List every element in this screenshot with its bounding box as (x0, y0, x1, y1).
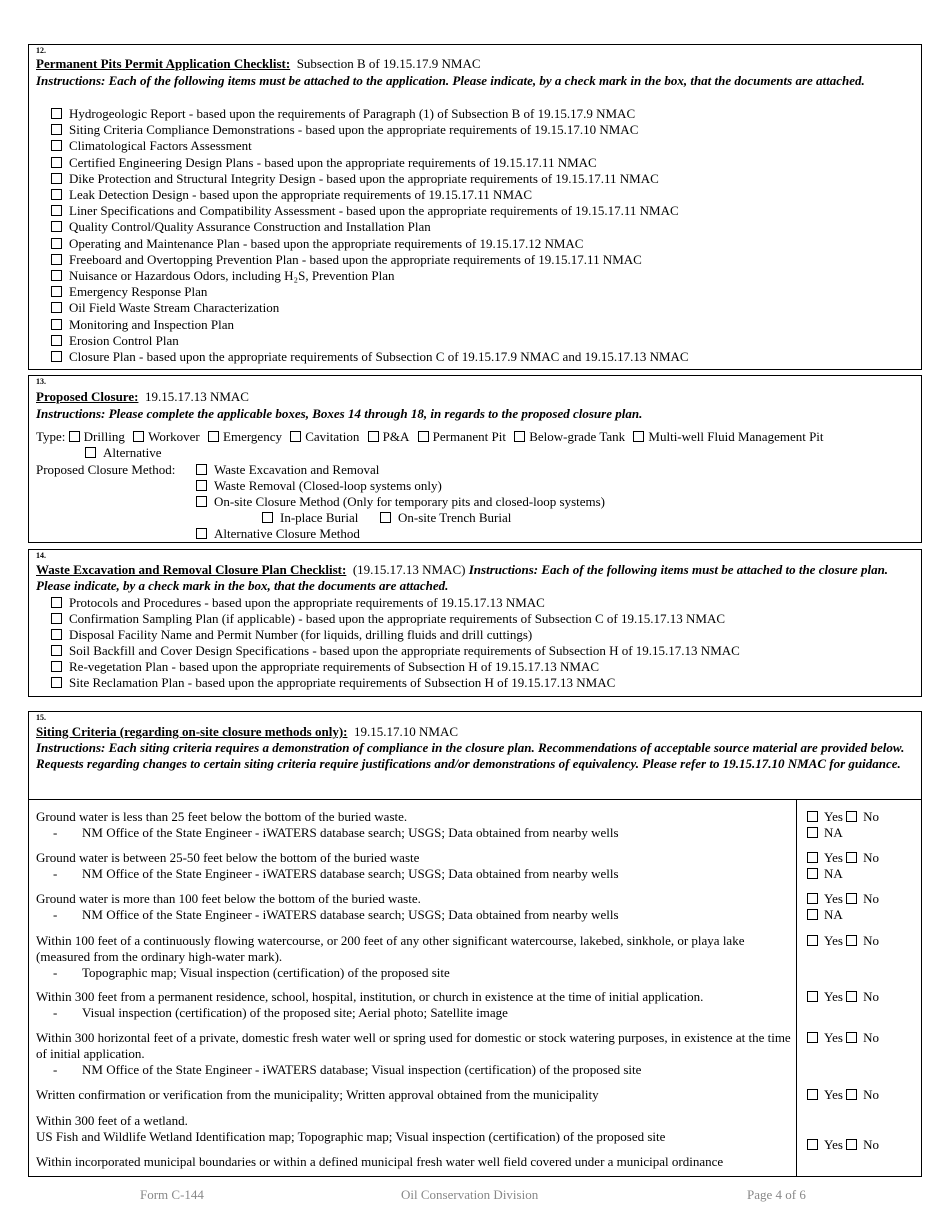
checklist-item[interactable] (51, 627, 532, 643)
checkbox[interactable] (633, 431, 644, 442)
checklist-item-label: Nuisance or Hazardous Odors, including H₂S, Prevention Plan (69, 268, 395, 283)
yes-label: Yes (824, 933, 843, 948)
checkbox[interactable] (133, 431, 144, 442)
criteria-source-text: NM Office of the State Engineer - iWATERS database search; USGS; Data obtained from nearby wells (82, 866, 619, 881)
checkbox[interactable] (51, 173, 62, 184)
checklist-item[interactable] (51, 236, 583, 252)
checklist-item[interactable] (51, 675, 615, 691)
checklist-item-label: Certified Engineering Design Plans - based upon the appropriate requirements of 19.15.17.11 NMAC (69, 154, 597, 170)
checklist-item[interactable] (51, 155, 597, 171)
checklist-item-label: Oil Field Waste Stream Characterization (69, 300, 280, 316)
checkbox[interactable] (51, 629, 62, 640)
type-option-label: Workover (148, 429, 200, 444)
checklist-item[interactable] (51, 138, 252, 154)
section-title: Proposed Closure: (36, 389, 139, 404)
method-option-alternative[interactable] (196, 526, 360, 542)
section-number: 12. (36, 46, 46, 55)
checklist-item-label: Liner Specifications and Compatibility Assessment - based upon the appropriate requirements of 19.15.17.11 NMAC (69, 203, 679, 219)
type-option-label: Drilling (83, 429, 125, 444)
yes-checkbox[interactable] (807, 935, 818, 946)
criteria-source (53, 1062, 641, 1078)
checkbox[interactable] (196, 496, 207, 507)
checklist-item[interactable] (51, 106, 635, 122)
criteria-text: Ground water is between 25-50 feet below the bottom of the buried waste (36, 850, 420, 865)
section-subtitle: 19.15.17.13 NMAC (144, 389, 249, 404)
checkbox[interactable] (85, 447, 96, 458)
no-checkbox[interactable] (846, 1032, 857, 1043)
method-option-label: Waste Excavation and Removal (214, 462, 380, 477)
checklist-item-label: Monitoring and Inspection Plan (69, 316, 235, 332)
checklist-item[interactable] (51, 122, 638, 138)
checklist-item-label: Emergency Response Plan (69, 284, 208, 300)
checklist-item[interactable] (51, 611, 725, 627)
checkbox[interactable] (51, 597, 62, 608)
checklist-item-label: Disposal Facility Name and Permit Number (for liquids, drilling fluids and drill cuttings) (69, 627, 533, 642)
no-checkbox[interactable] (846, 935, 857, 946)
section-header (36, 389, 915, 405)
checklist-item-label: Leak Detection Design - based upon the appropriate requirements of 19.15.17.11 NMAC (69, 187, 533, 202)
yes-no-group (807, 1137, 879, 1153)
dash: - (53, 825, 58, 840)
criteria-source-line: US Fish and Wildlife Wetland Identification map; Topographic map; Visual inspection (certification) of the proposed site (36, 1129, 666, 1144)
onsite-option-inplace-burial[interactable] (262, 510, 358, 526)
na-label: NA (824, 825, 843, 840)
checklist-item-label: Siting Criteria Compliance Demonstrations - based upon the appropriate requirements of 19.15.17.10 NMAC (69, 122, 639, 138)
criteria-text: Within 300 horizontal feet of a private, domestic fresh water well or spring used for domestic or stock watering purposes, in existence at the time of initial application. (36, 1030, 791, 1061)
section-subtitle: Subsection B of 19.15.17.9 NMAC (296, 56, 481, 71)
section-15 (28, 711, 922, 1177)
checklist-item[interactable] (51, 252, 642, 268)
yes-checkbox[interactable] (807, 1089, 818, 1100)
checkbox[interactable] (368, 431, 379, 442)
criteria-text: Within 300 feet from a permanent residence, school, hospital, institution, or church in existence at the time of initial application. (36, 989, 704, 1004)
checklist-item-label: Operating and Maintenance Plan - based upon the appropriate requirements of 19.15.17.12 NMAC (69, 235, 584, 251)
checkbox[interactable] (51, 140, 62, 151)
type-option-label: P&A (382, 429, 410, 444)
no-label: No (863, 1087, 880, 1102)
yes-no-group (807, 1087, 879, 1103)
checkbox[interactable] (51, 270, 62, 281)
footer-form: Form C-144 (140, 1187, 204, 1202)
checkbox[interactable] (51, 157, 62, 168)
criteria-source-text: Visual inspection (certification) of the proposed site; Aerial photo; Satellite image (82, 1005, 508, 1020)
criteria-text: Written confirmation or verification from the municipality; Written approval obtained from the municipality (36, 1087, 599, 1102)
checklist-item[interactable] (51, 317, 234, 333)
yes-label: Yes (824, 891, 843, 906)
checklist-item-label: Protocols and Procedures - based upon the appropriate requirements of 19.15.17.13 NMAC (69, 595, 545, 610)
yes-no-group (807, 989, 879, 1005)
checklist-item-label: Re-vegetation Plan - based upon the appropriate requirements of Subsection H of 19.15.17.13 NMAC (69, 659, 599, 674)
yes-label: Yes (824, 1137, 843, 1152)
type-option-label: Below-grade Tank (529, 429, 626, 444)
section-12 (28, 44, 922, 370)
checkbox[interactable] (51, 302, 62, 313)
checklist-item-label: Erosion Control Plan (69, 332, 179, 348)
checklist-item-label: Dike Protection and Structural Integrity Design - based upon the appropriate requirements of 19.15.17.11 NMAC (69, 170, 659, 186)
dash: - (53, 1005, 58, 1020)
type-option-label: Multi-well Fluid Management Pit (648, 429, 824, 444)
no-checkbox[interactable] (846, 811, 857, 822)
method-option-label: On-site Closure Method (Only for temporary pits and closed-loop systems) (214, 494, 606, 509)
checklist-item[interactable] (51, 300, 279, 316)
na-label: NA (824, 907, 843, 922)
yes-label: Yes (824, 850, 843, 865)
checkbox[interactable] (51, 286, 62, 297)
no-label: No (863, 933, 880, 948)
checkbox[interactable] (69, 431, 80, 442)
type-option[interactable] (630, 429, 823, 444)
checklist-item[interactable] (51, 595, 545, 611)
checklist-item-label: Site Reclamation Plan - based upon the appropriate requirements of Subsection H of 19.15.17.13 NMAC (69, 675, 616, 690)
checklist-item[interactable] (51, 643, 740, 659)
footer-division: Oil Conservation Division (401, 1187, 539, 1202)
checkbox[interactable] (290, 431, 301, 442)
checklist-item-label: Freeboard and Overtopping Prevention Plan - based upon the appropriate requirements of 19.15.17.11 NMAC (69, 251, 642, 267)
type-option-label: Permanent Pit (432, 429, 506, 444)
dash: - (53, 1062, 58, 1077)
checkbox[interactable] (514, 431, 525, 442)
checklist-item[interactable] (51, 171, 659, 187)
no-checkbox[interactable] (846, 1139, 857, 1150)
type-label: Type: (36, 429, 66, 444)
criteria-text: Within 100 feet of a continuously flowing watercourse, or 200 feet of any other significant watercourse, lakebed, sinkhole, or playa lake (measured from the ordinary high-water mark). (36, 933, 745, 964)
type-option[interactable] (130, 429, 200, 444)
type-option[interactable] (511, 429, 625, 444)
checkbox[interactable] (51, 124, 62, 135)
checklist-item-label: Hydrogeologic Report - based upon the requirements of Paragraph (1) of Subsection B of 19.15.17.9 NMAC (69, 106, 636, 121)
method-label: Proposed Closure Method: (36, 462, 176, 477)
yes-checkbox[interactable] (807, 1032, 818, 1043)
type-option-label: Emergency (223, 429, 282, 444)
type-option[interactable] (205, 429, 282, 444)
checkbox[interactable] (51, 108, 62, 119)
method-option-label: Waste Removal (Closed-loop systems only) (214, 478, 442, 493)
divider (29, 799, 921, 800)
section-subtitle: (19.15.17.13 NMAC) (352, 562, 466, 577)
no-label: No (863, 1030, 880, 1045)
no-label: No (863, 989, 880, 1004)
type-option-label: Alternative (103, 445, 162, 460)
criteria-text: Within 300 feet of a wetland. (36, 1113, 188, 1128)
checkbox[interactable] (51, 335, 62, 346)
section-header (36, 562, 915, 594)
onsite-option-label: On-site Trench Burial (398, 510, 512, 525)
section-instructions: Instructions: Each siting criteria requires a demonstration of compliance in the closure plan. Recommendations of acceptable source material are provided below. Requests regarding changes to certain siting criteria require justifications and/or demonstrations of equivalency. Please refer to 19.15.17.10 NMAC for guidance. (36, 740, 905, 771)
checklist-item-label: Soil Backfill and Cover Design Specifications - based upon the appropriate requirements of Subsection H of 19.15.17.13 NMAC (69, 643, 740, 658)
na-checkbox[interactable] (807, 868, 818, 879)
criteria-source (53, 965, 450, 981)
checklist-item-label: Quality Control/Quality Assurance Construction and Installation Plan (69, 219, 431, 235)
criteria-text: Ground water is less than 25 feet below the bottom of the buried waste. (36, 809, 408, 824)
type-option[interactable] (287, 429, 359, 444)
yes-checkbox[interactable] (807, 811, 818, 822)
method-option-waste-removal[interactable] (196, 478, 442, 494)
checkbox[interactable] (196, 464, 207, 475)
checklist-item[interactable] (51, 284, 207, 300)
section-title: Permanent Pits Permit Application Checklist: (36, 56, 291, 71)
method-option-onsite-closure[interactable] (196, 494, 605, 510)
yes-no-group (807, 809, 879, 841)
yes-checkbox[interactable] (807, 852, 818, 863)
criteria-source-text: NM Office of the State Engineer - iWATERS database search; USGS; Data obtained from nearby wells (82, 907, 619, 922)
yes-label: Yes (824, 1030, 843, 1045)
checkbox[interactable] (51, 351, 62, 362)
checklist-item[interactable] (51, 659, 599, 675)
no-checkbox[interactable] (846, 991, 857, 1002)
type-option-alternative[interactable] (85, 445, 161, 461)
checklist-item[interactable] (51, 203, 679, 219)
checkbox[interactable] (51, 189, 62, 200)
section-title: Siting Criteria (regarding on-site closure methods only): (36, 724, 348, 739)
section-number: 13. (36, 377, 46, 386)
checkbox[interactable] (196, 480, 207, 491)
checklist-item-label: Confirmation Sampling Plan (if applicable) - based upon the appropriate requirements of Subsection C of 19.15.17.13 NMAC (69, 611, 726, 626)
section-13 (28, 375, 922, 543)
type-option[interactable] (414, 429, 506, 444)
footer-page: Page 4 of 6 (747, 1187, 806, 1202)
checklist-item[interactable] (51, 268, 395, 284)
criteria-source-text: Topographic map; Visual inspection (certification) of the proposed site (82, 965, 450, 980)
no-label: No (863, 850, 880, 865)
checkbox[interactable] (51, 645, 62, 656)
checkbox[interactable] (51, 677, 62, 688)
na-label: NA (824, 866, 843, 881)
section-header (36, 56, 915, 72)
na-checkbox[interactable] (807, 909, 818, 920)
criteria-source-text: NM Office of the State Engineer - iWATERS database; Visual inspection (certification) of the proposed site (82, 1062, 642, 1077)
closure-type-row (36, 429, 829, 445)
onsite-option-trench-burial[interactable] (380, 510, 511, 526)
section-instructions: Instructions: Each of the following items must be attached to the closure plan. Please indicate, by a check mark in the box, that the documents are attached. (36, 562, 889, 593)
checkbox[interactable] (51, 613, 62, 624)
section-number: 14. (36, 551, 46, 560)
yes-checkbox[interactable] (807, 991, 818, 1002)
no-label: No (863, 891, 880, 906)
no-checkbox[interactable] (846, 852, 857, 863)
no-label: No (863, 1137, 880, 1152)
yes-checkbox[interactable] (807, 1139, 818, 1150)
method-option-waste-excavation[interactable] (196, 462, 379, 478)
method-option-label: Alternative Closure Method (214, 526, 360, 541)
criteria-text-line: Within incorporated municipal boundaries or within a defined municipal fresh water well field covered under a municipal ordinance (36, 1154, 724, 1169)
checkbox[interactable] (51, 221, 62, 232)
checkbox[interactable] (208, 431, 219, 442)
checkbox[interactable] (51, 238, 62, 249)
column-divider (796, 799, 797, 1176)
checkbox[interactable] (51, 205, 62, 216)
na-checkbox[interactable] (807, 827, 818, 838)
criteria-source (53, 907, 619, 923)
yes-no-group (807, 850, 879, 882)
no-checkbox[interactable] (846, 893, 857, 904)
checklist-item[interactable] (51, 333, 179, 349)
no-checkbox[interactable] (846, 1089, 857, 1100)
checklist-item-label: Climatological Factors Assessment (69, 138, 252, 154)
yes-label: Yes (824, 809, 843, 824)
section-header (36, 724, 915, 740)
no-label: No (863, 809, 880, 824)
checkbox[interactable] (418, 431, 429, 442)
section-instructions: Instructions: Please complete the applicable boxes, Boxes 14 through 18, in regards to the proposed closure plan. (36, 406, 643, 421)
onsite-option-label: In-place Burial (280, 510, 359, 525)
dash: - (53, 907, 58, 922)
type-option[interactable] (364, 429, 409, 444)
criteria-source (53, 825, 619, 841)
dash: - (53, 866, 58, 881)
section-title: Waste Excavation and Removal Closure Plan Checklist: (36, 562, 347, 577)
yes-no-group (807, 1030, 879, 1046)
dash: - (53, 965, 58, 980)
criteria-source (53, 1005, 508, 1021)
checkbox[interactable] (262, 512, 273, 523)
section-number: 15. (36, 713, 46, 722)
type-option[interactable] (69, 429, 125, 444)
criteria-source (53, 866, 619, 882)
checkbox[interactable] (51, 661, 62, 672)
checkbox[interactable] (380, 512, 391, 523)
yes-label: Yes (824, 1087, 843, 1102)
section-instructions: Instructions: Each of the following items must be attached to the application. Please indicate, by a check mark in the box, that the documents are attached. (36, 73, 865, 88)
section-14 (28, 549, 922, 697)
yes-no-group (807, 933, 879, 949)
checklist-item[interactable] (51, 187, 532, 203)
yes-checkbox[interactable] (807, 893, 818, 904)
type-option-label: Cavitation (305, 429, 360, 444)
checklist-item[interactable] (51, 219, 431, 235)
criteria-text: Ground water is more than 100 feet below the bottom of the buried waste. (36, 891, 421, 906)
checklist-item-label: Closure Plan - based upon the appropriate requirements of Subsection C of 19.15.17.9 NMAC and 19.15.17.13 NMAC (69, 349, 689, 364)
yes-label: Yes (824, 989, 843, 1004)
criteria-source-text: NM Office of the State Engineer - iWATERS database search; USGS; Data obtained from nearby wells (82, 825, 619, 840)
checkbox[interactable] (51, 254, 62, 265)
section-subtitle: 19.15.17.10 NMAC (354, 724, 459, 739)
checkbox[interactable] (196, 528, 207, 539)
checkbox[interactable] (51, 319, 62, 330)
checklist-item[interactable] (51, 349, 689, 365)
yes-no-group (807, 891, 879, 923)
